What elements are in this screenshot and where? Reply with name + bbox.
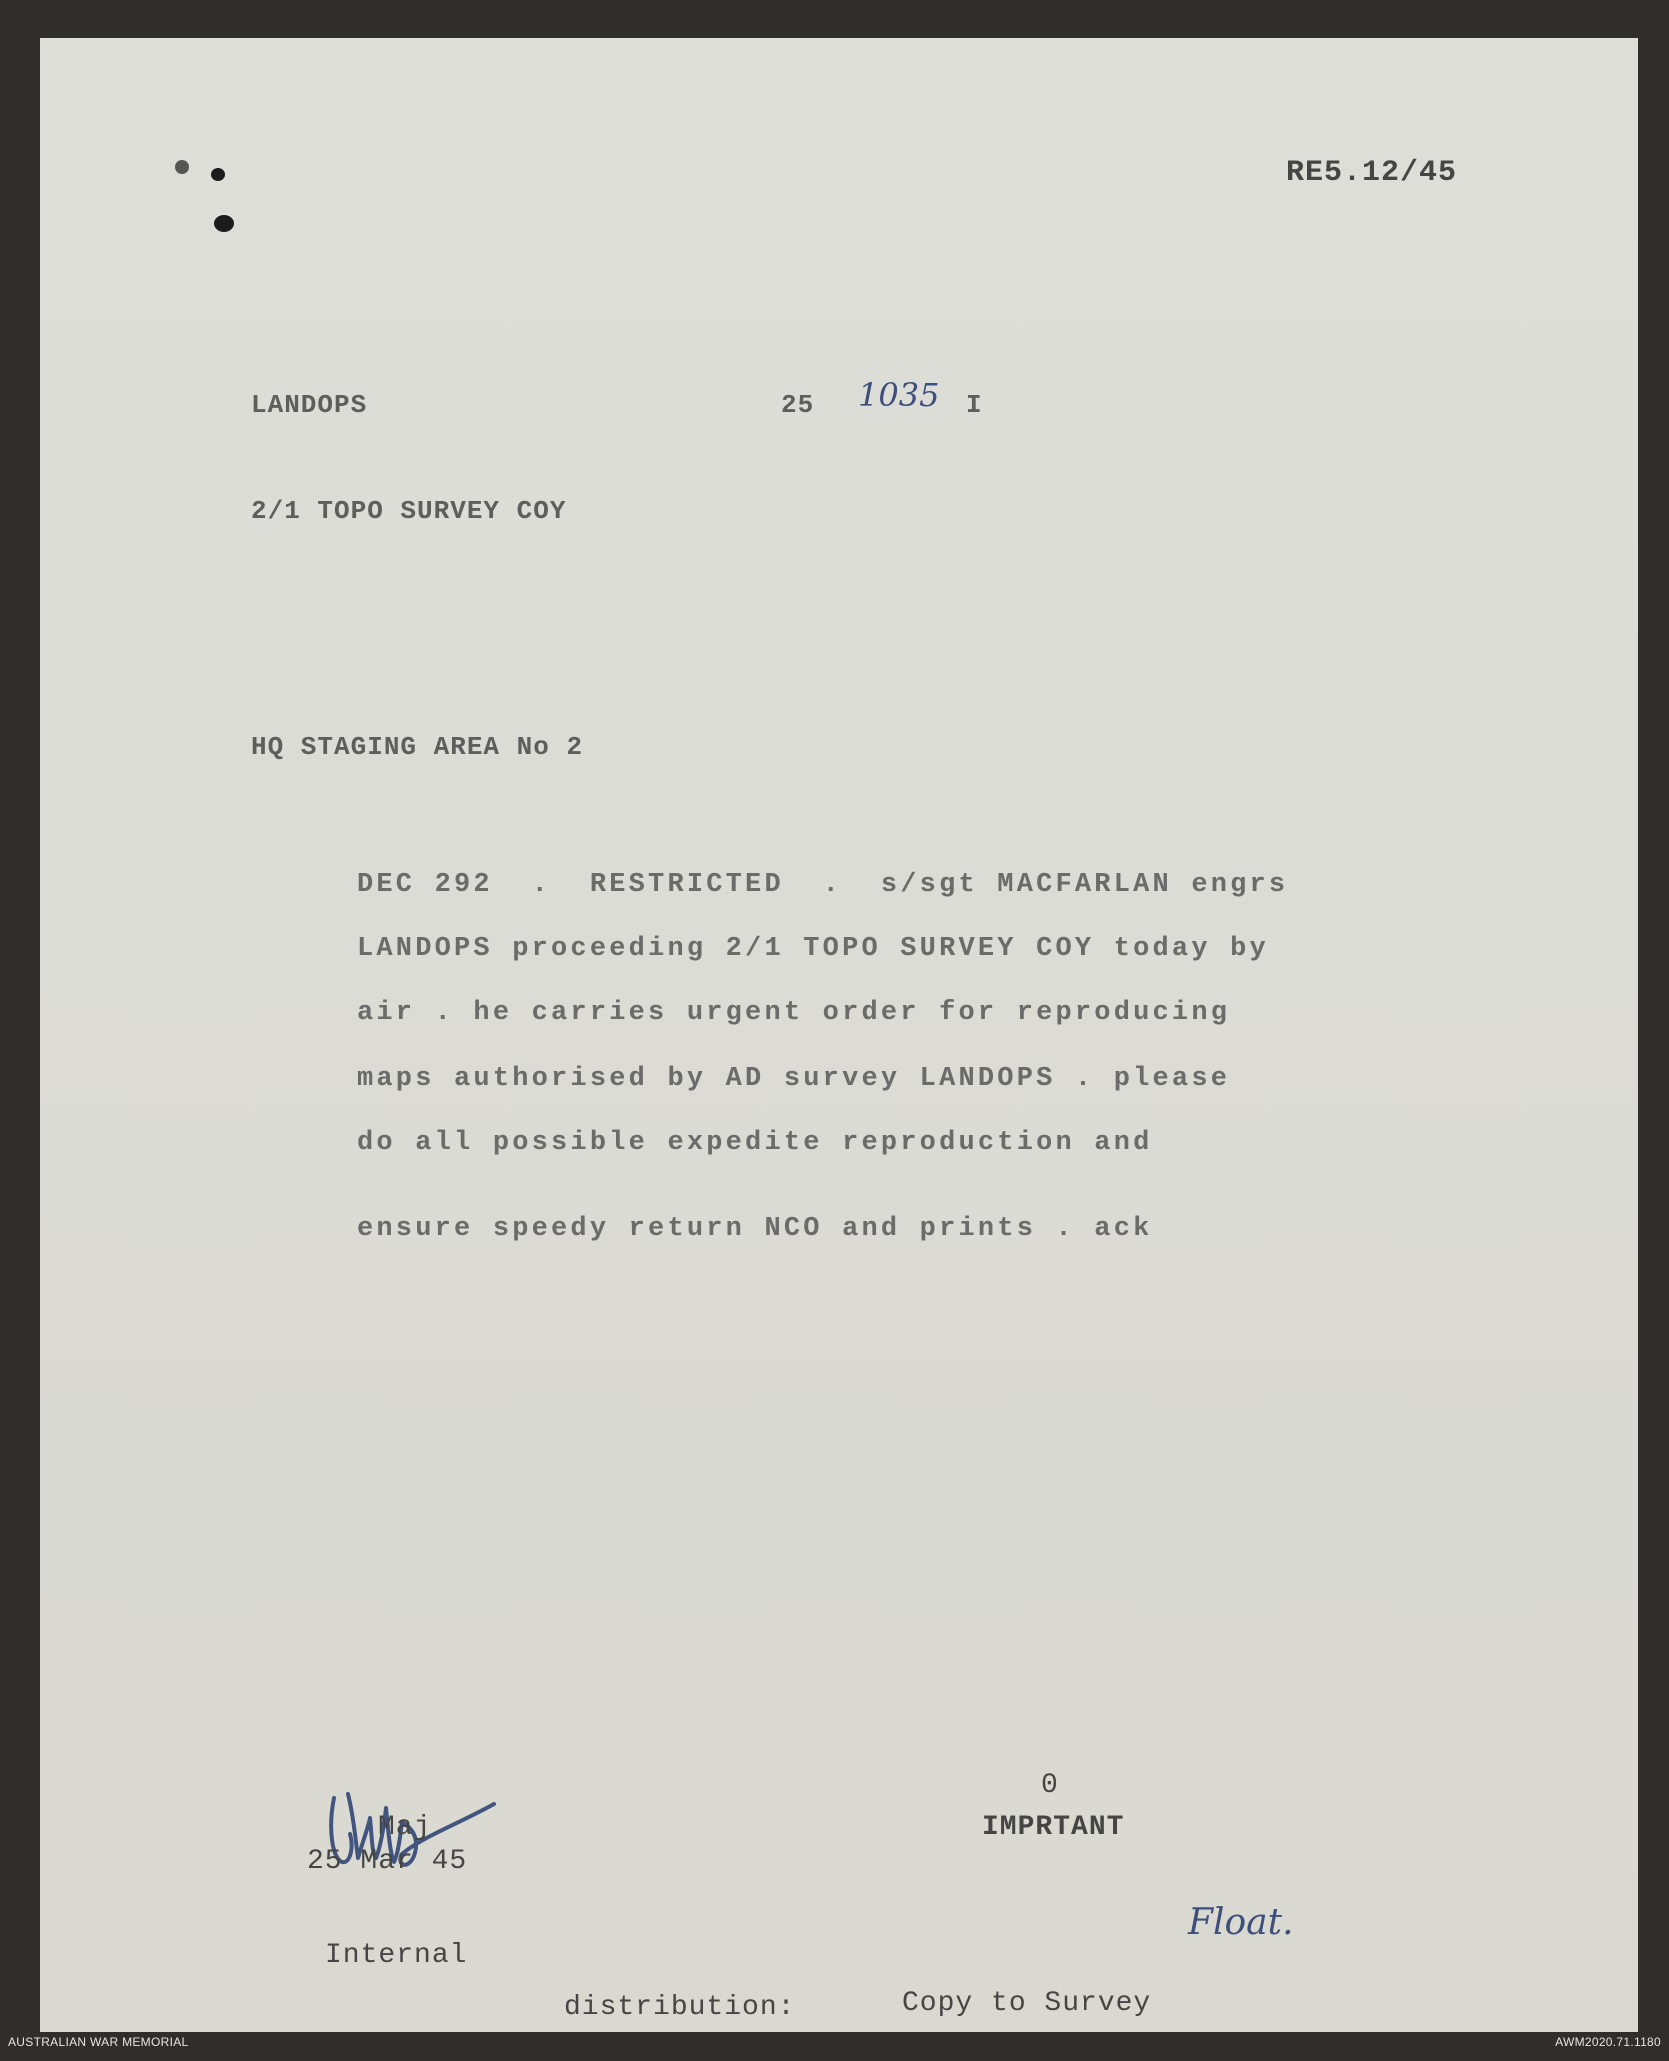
dtg-day: 25 (781, 390, 815, 420)
info-addressee: HQ STAGING AREA No 2 (251, 732, 584, 762)
body-line: air . he carries urgent order for reproducing (357, 998, 1231, 1028)
dtg-suffix: I (966, 390, 983, 420)
priority-mark: 0 (1041, 1770, 1059, 1801)
ink-blot (175, 160, 189, 174)
signature-date: 25 Mar 45 (307, 1846, 468, 1877)
body-line: LANDOPS proceeding 2/1 TOPO SURVEY COY today by (357, 934, 1269, 964)
body-line: maps authorised by AD survey LANDOPS . please (357, 1064, 1231, 1094)
archive-item-id: AWM2020.71.1180 (1555, 2035, 1661, 2049)
internal-label: Internal (325, 1940, 468, 1971)
reference-number: RE5.12/45 (1286, 156, 1458, 190)
dtg-time-handwritten: 1035 (858, 376, 940, 414)
body-line: DEC 292 . RESTRICTED . s/sgt MACFARLAN engrs (357, 870, 1289, 900)
distribution-label: distribution: (564, 1992, 796, 2023)
archive-credit: AUSTRALIAN WAR MEMORIAL (8, 2035, 189, 2049)
handwritten-note: Float. (1188, 1902, 1294, 1943)
body-line: ensure speedy return NCO and prints . ack (357, 1214, 1153, 1244)
ink-blot (214, 215, 234, 232)
ink-blot (211, 168, 225, 181)
from-label: LANDOPS (251, 390, 368, 420)
signature-rank: Maj (378, 1812, 432, 1843)
priority: IMPRTANT (982, 1812, 1125, 1843)
distribution-text: Copy to Survey (902, 1988, 1152, 2019)
document-page (40, 38, 1638, 2032)
body-line: do all possible expedite reproduction and (357, 1128, 1153, 1158)
to-unit: 2/1 TOPO SURVEY COY (251, 496, 567, 526)
